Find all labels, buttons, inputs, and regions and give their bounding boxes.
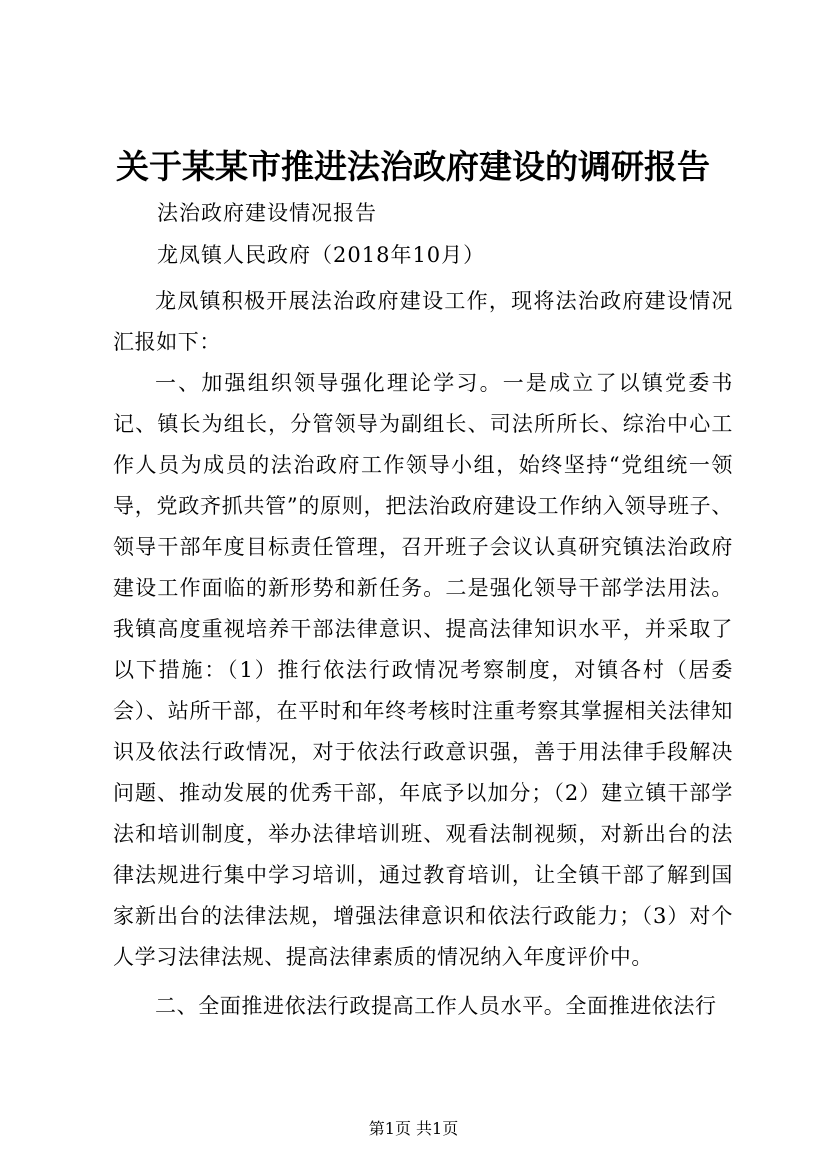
section-1-paragraph: 一、加强组织领导强化理论学习。一是成立了以镇党委书记、镇长为组长，分管领导为副组长、司法所所长、综治中心工作人员为成员的法治政府工作领导小组，始终坚持“党组统一领导，党政齐抓共管”的原则，把法治政府建设工作纳入领导班子、领导干部年度目标责任管理，召开班子会议认真研究镇法治政府建设工作面临的新形势和新任务。二是强化领导干部学法用法。我镇高度重视培养干部法律意识、提高法律知识水平，并采取了以下措施：（1）推行依法行政情况考察制度，对镇各村（居委会）、站所干部，在平时和年终考核时注重考察其掌握相关法律知识及依法行政情况，对于依法行政意识强，善于用法律手段解决问题、推动发展的优秀干部，年底予以加分；（2）建立镇干部学法和培训制度，举办法律培训班、观看法制视频，对新出台的法律法规进行集中学习培训，通过教育培训，让全镇干部了解到国家新出台的法律法规，增强法律意识和依法行政能力；（3）对个人学习法律法规、提高法律素质的情况纳入年度评价中。 (113, 371, 733, 969)
document-issuer-date: 龙凤镇人民政府（2018年10月） (157, 243, 486, 267)
section-2-paragraph: 二、全面推进依法行政提高工作人员水平。全面推进依法行 (155, 994, 717, 1018)
page-footer: 第1页 共1页 (368, 1119, 459, 1138)
document-title: 关于某某市推进法治政府建设的调研报告 (116, 147, 710, 186)
intro-paragraph: 龙凤镇积极开展法治政府建设工作，现将法治政府建设情况汇报如下： (113, 289, 733, 354)
document-subtitle: 法治政府建设情况报告 (157, 201, 377, 225)
